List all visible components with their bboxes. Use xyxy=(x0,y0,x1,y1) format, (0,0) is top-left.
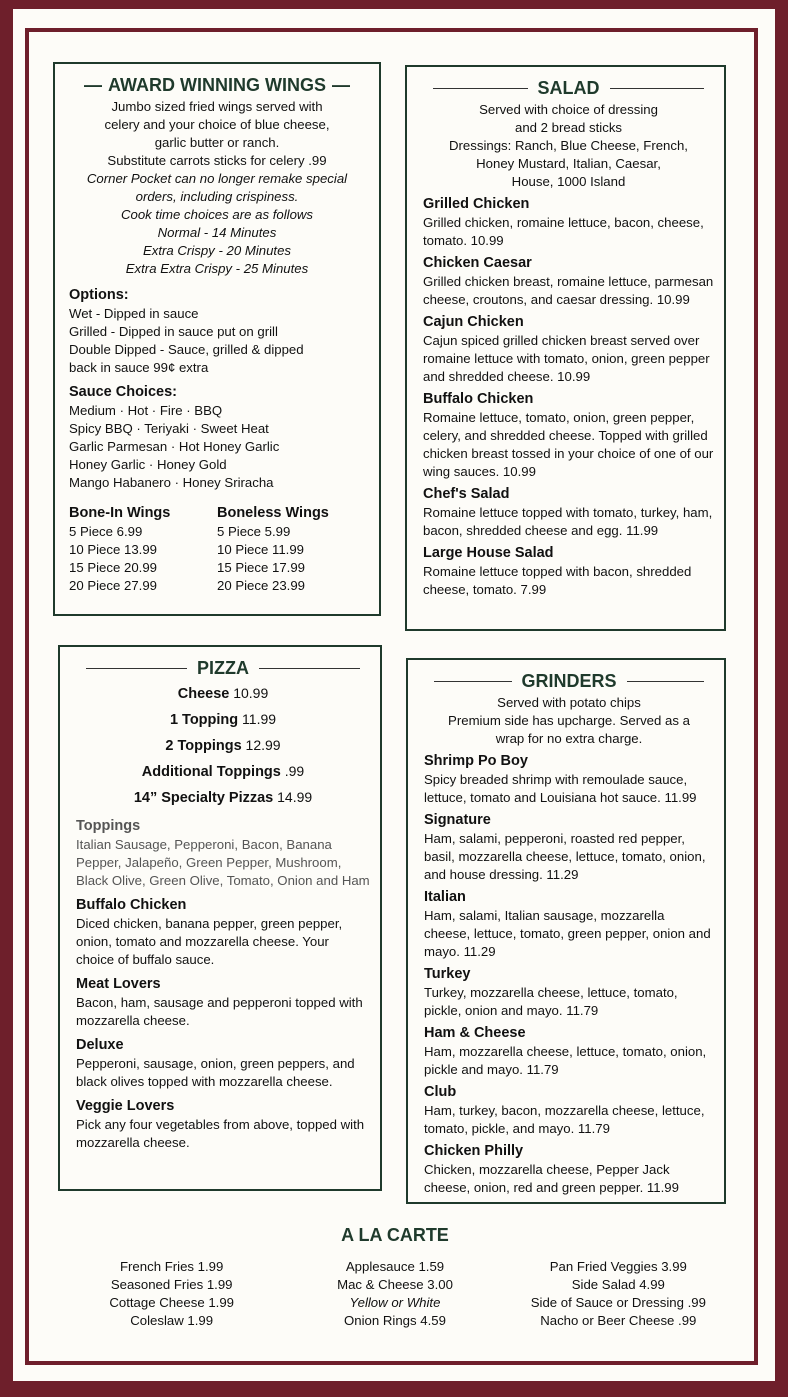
boneless-price: 15 Piece 17.99 xyxy=(217,560,305,575)
salad-item-desc: Grilled chicken, romaine lettuce, bacon, cheese, tomato. 10.99 xyxy=(423,215,704,248)
salad-item-desc: Romaine lettuce topped with bacon, shredded cheese, tomato. 7.99 xyxy=(423,564,692,597)
pizza-item xyxy=(76,975,370,1030)
bone-in-price: 5 Piece 6.99 xyxy=(69,524,143,539)
grinder-item-desc: Ham, turkey, bacon, mozzarella cheese, lettuce, tomato, pickle, and mayo. 11.79 xyxy=(424,1103,705,1136)
grinder-item xyxy=(424,888,714,961)
a-la-carte-item: Cottage Cheese 1.99 xyxy=(109,1295,234,1310)
wings-intro-line: garlic butter or ranch. xyxy=(154,135,280,150)
salad-intro-line: Honey Mustard, Italian, Caesar, xyxy=(476,156,661,171)
boneless-price: 5 Piece 5.99 xyxy=(217,524,291,539)
salad-intro-line: Served with choice of dressing xyxy=(479,102,658,117)
pizza-item xyxy=(76,817,370,890)
salad-item-name: Large House Salad xyxy=(423,545,554,561)
wings-title: — AWARD WINNING WINGS — xyxy=(84,75,350,95)
salad-item xyxy=(423,485,714,540)
pizza-item-desc: Bacon, ham, sausage and pepperoni topped with mozzarella cheese. xyxy=(76,995,363,1028)
bone-in-column xyxy=(69,504,217,595)
wings-option: Double Dipped - Sauce, grilled & dipped xyxy=(69,342,304,357)
wings-intro-line: Jumbo sized fried wings served with xyxy=(111,99,323,114)
pizza-item xyxy=(76,1036,370,1091)
salad-item-desc: Romaine lettuce topped with tomato, turkey, ham, bacon, shredded cheese and egg. 11.99 xyxy=(423,505,713,538)
salad-item-desc: Grilled chicken breast, romaine lettuce, parmesan cheese, croutons, and caesar dressing. 10.99 xyxy=(423,274,714,307)
grinder-item-desc: Chicken, mozzarella cheese, Pepper Jack cheese, onion, red and green pepper. 11.99 xyxy=(424,1162,679,1195)
pizza-price-value: .99 xyxy=(284,763,305,779)
a-la-carte-item: Seasoned Fries 1.99 xyxy=(110,1277,233,1292)
a-la-carte-note: Yellow or White xyxy=(349,1295,441,1310)
a-la-carte-item: Mac & Cheese 3.00 xyxy=(337,1277,453,1292)
grinder-item-name: Turkey xyxy=(424,966,471,982)
a-la-carte-columns xyxy=(60,1258,730,1330)
grinders-intro xyxy=(424,694,714,748)
salad-title-text: SALAD xyxy=(537,78,600,98)
pizza-price-label: 14” Specialty Pizzas xyxy=(133,790,274,806)
grinder-item-name: Shrimp Po Boy xyxy=(424,753,528,769)
wings-intro-line: Substitute carrots sticks for celery .99 xyxy=(107,153,327,168)
pizza-item-name: Deluxe xyxy=(76,1037,124,1053)
pizza-price-label: 1 Topping xyxy=(169,712,239,728)
wings-sauce-line: Honey Garlic · Honey Gold xyxy=(69,457,227,472)
pizza-price-row xyxy=(76,785,370,811)
grinder-item xyxy=(424,1142,714,1197)
grinder-item-desc: Turkey, mozzarella cheese, lettuce, tomato, pickle, onion and mayo. 11.79 xyxy=(424,985,678,1018)
a-la-carte-col-3 xyxy=(507,1258,730,1330)
bone-in-price: 10 Piece 13.99 xyxy=(69,542,157,557)
pizza-title xyxy=(76,657,370,679)
pizza-item-desc: Pepperoni, sausage, onion, green peppers, and black olives topped with mozzarella cheese. xyxy=(76,1056,355,1089)
wings-price-columns xyxy=(69,504,365,595)
salad-intro xyxy=(423,101,714,191)
pizza-prices xyxy=(76,681,370,811)
pizza-price-label: Additional Toppings xyxy=(141,764,281,780)
pizza-price-row xyxy=(76,681,370,707)
pizza-price-row xyxy=(76,759,370,785)
grinder-item-name: Chicken Philly xyxy=(424,1143,524,1159)
grinders-intro-line: Premium side has upcharge. Served as a xyxy=(448,713,690,728)
a-la-carte-title: A LA CARTE xyxy=(341,1225,449,1245)
salad-item xyxy=(423,544,714,599)
wings-sauce-line: Medium · Hot · Fire · BBQ xyxy=(69,403,223,418)
a-la-carte-item: Pan Fried Veggies 3.99 xyxy=(549,1259,687,1274)
a-la-carte-item: Onion Rings 4.59 xyxy=(344,1313,446,1328)
pizza-title-text: PIZZA xyxy=(197,658,249,678)
boneless-price: 20 Piece 23.99 xyxy=(217,578,305,593)
wings-sauce-line: Spicy BBQ · Teriyaki · Sweet Heat xyxy=(69,421,269,436)
pizza-item xyxy=(76,1097,370,1152)
wings-note-line: orders, including crispiness. xyxy=(135,189,299,204)
pizza-price-value: 11.99 xyxy=(242,711,277,727)
salad-title xyxy=(423,77,714,99)
wings-intro-line: celery and your choice of blue cheese, xyxy=(104,117,330,132)
salad-item-desc: Cajun spiced grilled chicken breast served over romaine lettuce with tomato, onion, green pepper and shredded cheese. 10.99 xyxy=(423,333,710,384)
pizza-item-name: Veggie Lovers xyxy=(76,1098,175,1114)
wings-sauce-line: Garlic Parmesan · Hot Honey Garlic xyxy=(69,439,280,454)
grinder-item xyxy=(424,1024,714,1079)
a-la-carte-item: Coleslaw 1.99 xyxy=(130,1313,214,1328)
pizza-price-label: Cheese xyxy=(177,686,230,702)
grinders-intro-line: wrap for no extra charge. xyxy=(495,731,643,746)
a-la-carte-item: Side of Sauce or Dressing .99 xyxy=(530,1295,706,1310)
wings-note-line: Normal - 14 Minutes xyxy=(157,225,277,240)
grinder-item-name: Signature xyxy=(424,812,491,828)
pizza-price-row xyxy=(76,733,370,759)
a-la-carte-item: Side Salad 4.99 xyxy=(571,1277,665,1292)
grinders-title-text: GRINDERS xyxy=(521,671,617,691)
wings-options-heading: Options: xyxy=(69,287,129,303)
bone-in-heading: Bone-In Wings xyxy=(69,505,171,521)
pizza-price-value: 14.99 xyxy=(277,789,313,805)
pizza-price-value: 12.99 xyxy=(245,737,281,753)
salad-item xyxy=(423,254,714,309)
wings-note-line: Corner Pocket can no longer remake special xyxy=(86,171,348,186)
salad-item-name: Chef's Salad xyxy=(423,486,510,502)
grinder-item-desc: Ham, salami, pepperoni, roasted red pepper, basil, mozzarella cheese, lettuce, tomato, onion, and house dressing. 11.29 xyxy=(424,831,706,882)
a-la-carte-col-1 xyxy=(60,1258,283,1330)
pizza-item xyxy=(76,896,370,969)
wings-option: back in sauce 99¢ extra xyxy=(69,360,209,375)
pizza-item-name: Meat Lovers xyxy=(76,976,161,992)
salad-item xyxy=(423,195,714,250)
pizza-item-name: Buffalo Chicken xyxy=(76,897,187,913)
pizza-item-desc: Pick any four vegetables from above, topped with mozzarella cheese. xyxy=(76,1117,365,1150)
grinder-item-desc: Spicy breaded shrimp with remoulade sauce, lettuce, tomato and Louisiana hot sauce. 11.99 xyxy=(424,772,697,805)
pizza-item-desc: Diced chicken, banana pepper, green pepper, onion, tomato and mozzarella cheese. Your choice of buffalo sauce. xyxy=(76,916,343,967)
a-la-carte-item: Nacho or Beer Cheese .99 xyxy=(540,1313,697,1328)
pizza-price-label: 2 Toppings xyxy=(165,738,242,754)
salad-section xyxy=(405,65,726,631)
wings-sauce-line: Mango Habanero · Honey Sriracha xyxy=(69,475,274,490)
wings-note-line: Extra Crispy - 20 Minutes xyxy=(142,243,292,258)
grinder-item-desc: Ham, mozzarella cheese, lettuce, tomato, onion, pickle and mayo. 11.79 xyxy=(424,1044,707,1077)
wings-intro xyxy=(69,98,365,278)
grinder-item-desc: Ham, salami, Italian sausage, mozzarella cheese, lettuce, tomato, green pepper, onion and mayo. 11.29 xyxy=(424,908,711,959)
salad-item xyxy=(423,390,714,481)
a-la-carte-item: Applesauce 1.59 xyxy=(345,1259,445,1274)
boneless-column xyxy=(217,504,365,595)
pizza-item-desc: Italian Sausage, Pepperoni, Bacon, Banana Pepper, Jalapeño, Green Pepper, Mushroom, Black Olive, Green Olive, Tomato, Onion and Ham xyxy=(76,837,370,888)
wings-title-text: AWARD WINNING WINGS xyxy=(108,75,326,95)
salad-intro-line: Dressings: Ranch, Blue Cheese, French, xyxy=(449,138,688,153)
pizza-price-row xyxy=(76,707,370,733)
grinder-item-name: Ham & Cheese xyxy=(424,1025,526,1041)
salad-item-desc: Romaine lettuce, tomato, onion, green pepper, celery, and shredded cheese. Topped with grilled chicken breast tossed in your choice of one of our wing sauces. 10.99 xyxy=(423,410,714,479)
a-la-carte-col-2 xyxy=(283,1258,506,1330)
grinders-title xyxy=(424,670,714,692)
wings-option: Grilled - Dipped in sauce put on grill xyxy=(69,324,278,339)
salad-item-name: Buffalo Chicken xyxy=(423,391,534,407)
grinder-item-name: Club xyxy=(424,1084,457,1100)
grinders-intro-line: Served with potato chips xyxy=(497,695,641,710)
grinders-section xyxy=(406,658,726,1204)
boneless-heading: Boneless Wings xyxy=(217,505,329,521)
a-la-carte-item: French Fries 1.99 xyxy=(119,1259,224,1274)
wings-note-line: Cook time choices are as follows xyxy=(120,207,314,222)
salad-intro-line: and 2 bread sticks xyxy=(514,120,623,135)
bone-in-price: 20 Piece 27.99 xyxy=(69,578,157,593)
wings-note-line: Extra Extra Crispy - 25 Minutes xyxy=(125,261,309,276)
salad-item-name: Cajun Chicken xyxy=(423,314,524,330)
grinder-item xyxy=(424,965,714,1020)
wings-sauce-heading: Sauce Choices: xyxy=(69,384,177,400)
grinder-item-name: Italian xyxy=(424,889,466,905)
salad-item xyxy=(423,313,714,386)
salad-intro-line: House, 1000 Island xyxy=(511,174,626,189)
pizza-section xyxy=(58,645,382,1191)
grinder-item xyxy=(424,1083,714,1138)
a-la-carte-section xyxy=(60,1225,730,1330)
wings-option: Wet - Dipped in sauce xyxy=(69,306,199,321)
boneless-price: 10 Piece 11.99 xyxy=(217,542,305,557)
grinder-item xyxy=(424,752,714,807)
salad-item-name: Grilled Chicken xyxy=(423,196,530,212)
wings-section xyxy=(53,62,381,616)
grinder-item xyxy=(424,811,714,884)
salad-item-name: Chicken Caesar xyxy=(423,255,532,271)
pizza-item-name: Toppings xyxy=(76,818,141,834)
pizza-price-value: 10.99 xyxy=(233,685,269,701)
bone-in-price: 15 Piece 20.99 xyxy=(69,560,157,575)
